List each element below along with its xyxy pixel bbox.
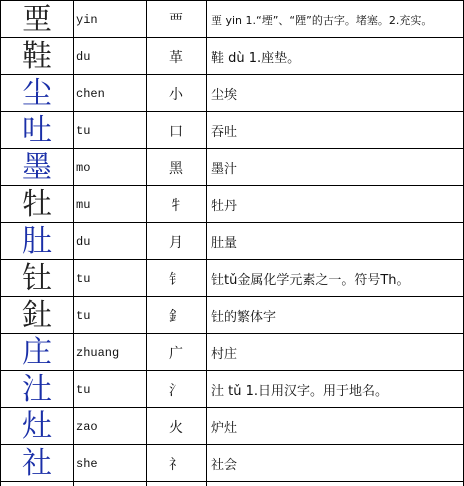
character-cell: 墨 — [22, 150, 52, 185]
pinyin-cell: du — [76, 49, 91, 64]
character-cell: 鞋 — [22, 39, 52, 74]
radical-cell: 覀 — [169, 12, 183, 29]
definition-cell: 炉灶 — [211, 421, 238, 436]
table-row — [0, 1, 464, 38]
character-cell: 灶 — [22, 409, 52, 444]
character-cell: 垔 — [22, 2, 52, 37]
character-cell: 汢 — [22, 372, 52, 407]
definition-cell: 村庄 — [211, 347, 238, 362]
character-cell: 肚 — [22, 224, 52, 259]
pinyin-cell: tu — [76, 271, 91, 286]
character-cell: 钍 — [22, 261, 52, 296]
character-cell: 社 — [22, 446, 52, 481]
definition-cell: 牡丹 — [211, 199, 238, 214]
character-cell: 尘 — [22, 76, 52, 111]
pinyin-cell: chen — [76, 86, 105, 101]
table-row — [0, 149, 464, 186]
character-cell: 牡 — [22, 187, 52, 222]
pinyin-cell: zao — [76, 419, 98, 434]
radical-cell: 黑 — [169, 160, 183, 177]
definition-cell: 肚量 — [211, 236, 238, 251]
pinyin-cell: du — [76, 234, 91, 249]
definition-cell: 墨汁 — [211, 162, 238, 177]
character-cell: 吐 — [22, 113, 52, 148]
definition-cell: 汢 tǔ 1.日用汉字。用于地名。 — [211, 384, 389, 399]
pinyin-cell: she — [76, 456, 98, 471]
radical-cell: 火 — [169, 419, 183, 436]
definition-cell: 钍tǔ金属化学元素之一。符号Th。 — [211, 273, 410, 288]
radical-cell: 牜 — [169, 197, 183, 214]
pinyin-cell: tu — [76, 308, 91, 323]
definition-cell: 吞吐 — [211, 125, 238, 140]
character-cell: 庄 — [22, 335, 52, 370]
radical-cell: 口 — [169, 123, 183, 140]
definition-cell: 垔 yin 1.“堙”、“陻”的古字。堵塞。2.充实。 — [211, 13, 433, 27]
table-row — [0, 408, 464, 445]
table-row — [0, 223, 464, 260]
table-row — [0, 186, 464, 223]
definition-cell: 钍的繁体字 — [211, 310, 277, 325]
pinyin-cell: zhuang — [76, 345, 120, 360]
table-row — [0, 75, 464, 112]
table-row — [0, 371, 464, 408]
radical-cell: 小 — [169, 86, 183, 103]
pinyin-cell: yin — [76, 12, 98, 27]
radical-cell: 钅 — [169, 271, 183, 288]
radical-cell: 氵 — [169, 382, 183, 399]
radical-cell: 广 — [169, 345, 183, 362]
table-row — [0, 38, 464, 75]
table-row — [0, 112, 464, 149]
table-row — [0, 297, 464, 334]
radical-cell: 釒 — [169, 308, 183, 325]
definition-cell: 尘埃 — [211, 88, 238, 103]
definition-cell: 鞋 dù 1.座垫。 — [211, 51, 301, 66]
pinyin-cell: mu — [76, 197, 91, 212]
table-row — [0, 334, 464, 371]
table-row — [0, 260, 464, 297]
radical-cell: 革 — [169, 49, 183, 66]
definition-cell: 社会 — [211, 458, 238, 473]
radical-cell: 月 — [169, 234, 183, 251]
table-row — [0, 445, 464, 482]
pinyin-cell: tu — [76, 382, 91, 397]
radical-cell: 礻 — [169, 456, 183, 473]
pinyin-cell: mo — [76, 160, 91, 175]
pinyin-cell: tu — [76, 123, 91, 138]
character-cell: 釷 — [22, 298, 52, 333]
